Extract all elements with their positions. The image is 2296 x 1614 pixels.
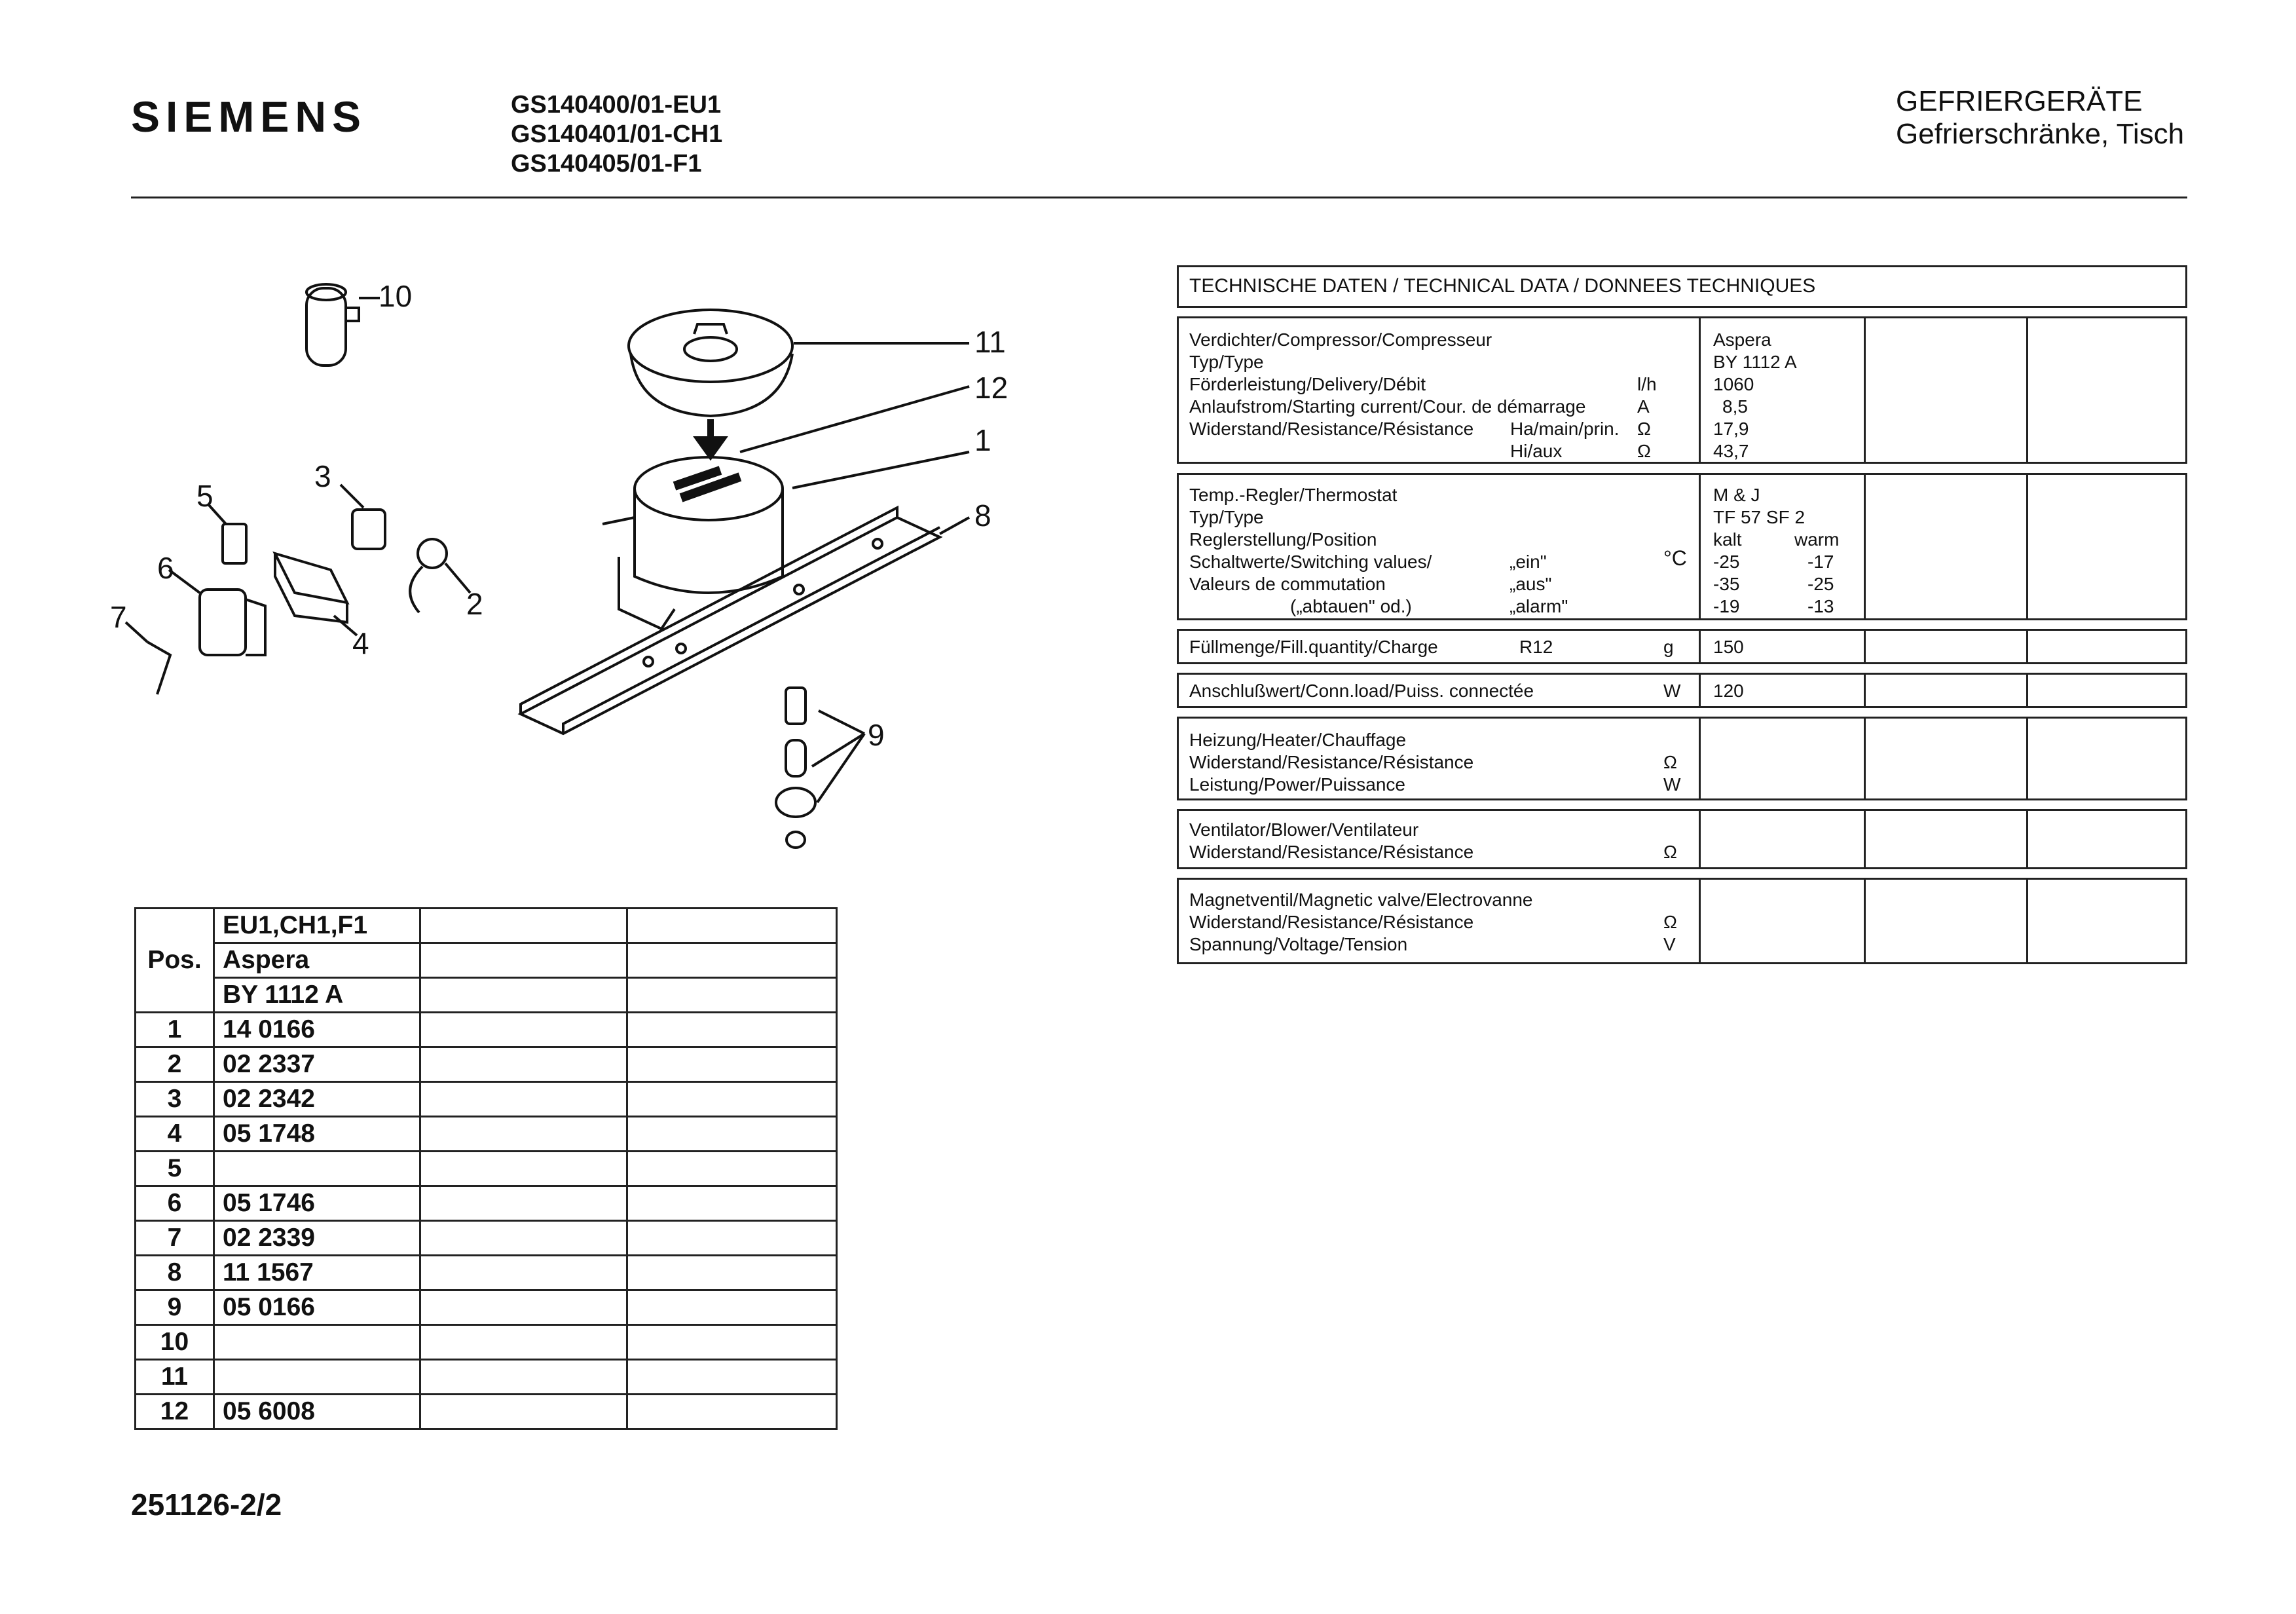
starting-current-value: 8,5 — [1722, 396, 1748, 417]
unit-ohm: Ω — [1663, 842, 1677, 862]
table-row — [136, 1186, 837, 1221]
table-cell — [420, 1117, 627, 1152]
unit-lh: l/h — [1637, 374, 1657, 394]
table-cell — [420, 909, 627, 943]
unit-g: g — [1663, 637, 1674, 657]
compressor-type: BY 1112 A — [1713, 352, 1797, 372]
brand-logo: SIEMENS — [131, 92, 367, 141]
resistance-label: Widerstand/Resistance/Résistance — [1189, 752, 1474, 772]
pos-cell: 2 — [136, 1047, 214, 1082]
position-label: Reglerstellung/Position — [1189, 529, 1377, 550]
table-row — [136, 1047, 837, 1082]
model-number: GS140400/01-EU1 — [511, 91, 722, 119]
table-cell — [627, 1082, 837, 1117]
value-column — [1699, 719, 1866, 798]
defrost-label: („abtauen" od.) — [1290, 596, 1412, 616]
terminal-block-part — [275, 554, 357, 635]
alarm-cold-value: -19 — [1713, 596, 1740, 616]
part-number-cell — [214, 1152, 420, 1186]
table-cell — [420, 1290, 627, 1325]
part-number-cell: 02 2339 — [214, 1221, 420, 1256]
on-label: „ein" — [1509, 552, 1547, 572]
callout-6: 6 — [157, 551, 174, 585]
callout-12: 12 — [974, 371, 1009, 405]
magnetic-valve-label: Magnetventil/Magnetic valve/Electrovanne — [1189, 890, 1533, 910]
unit-v: V — [1663, 934, 1676, 954]
table-cell — [420, 943, 627, 978]
part-number-cell: 05 6008 — [214, 1395, 420, 1429]
bracket-part — [126, 622, 170, 694]
table-cell — [420, 1221, 627, 1256]
table-cell — [420, 1360, 627, 1395]
magnetic-valve-block — [1177, 878, 2187, 964]
category-line: Gefrierschränke, Tisch — [1896, 118, 2185, 150]
fill-quantity-block — [1177, 629, 2187, 664]
table-cell — [627, 1013, 837, 1047]
off-label: „aus" — [1509, 574, 1552, 594]
document-number: 251126-2/2 — [131, 1488, 282, 1522]
empty-column — [1864, 475, 2028, 618]
part-number-cell: 05 0166 — [214, 1290, 420, 1325]
refrigerant-label: R12 — [1519, 637, 1553, 657]
part-number-cell: 02 2337 — [214, 1047, 420, 1082]
on-warm-value: -17 — [1807, 552, 1834, 572]
header-divider — [131, 197, 2187, 198]
pos-cell: 12 — [136, 1395, 214, 1429]
compressor-label: Verdichter/Compressor/Compresseur — [1189, 329, 1492, 350]
category-heading — [1896, 85, 2184, 151]
thermostat-make: M & J — [1713, 485, 1760, 505]
category-line: GEFRIERGERÄTE — [1896, 85, 2143, 117]
resistance-label: Widerstand/Resistance/Résistance — [1189, 912, 1474, 932]
on-cold-value: -25 — [1713, 552, 1740, 572]
table-row — [136, 943, 837, 978]
pos-cell: 3 — [136, 1082, 214, 1117]
main-resistance-value: 17,9 — [1713, 419, 1749, 439]
table-row — [136, 1290, 837, 1325]
model-list — [511, 90, 722, 179]
power-label: Leistung/Power/Puissance — [1189, 774, 1405, 795]
pos-header: Pos. — [136, 909, 214, 1013]
part-number-cell: 14 0166 — [214, 1013, 420, 1047]
part-number-cell: 05 1746 — [214, 1186, 420, 1221]
callout-11: 11 — [974, 325, 1006, 359]
compressor-block — [1177, 316, 2187, 464]
pos-cell: 6 — [136, 1186, 214, 1221]
empty-column — [1864, 811, 2028, 867]
thermostat-type: TF 57 SF 2 — [1713, 507, 1805, 527]
unit-w: W — [1663, 774, 1681, 795]
parts-table — [134, 907, 838, 1430]
position-warm: warm — [1794, 529, 1840, 550]
value-column — [1699, 811, 1866, 867]
technical-data-title: TECHNISCHE DATEN / TECHNICAL DATA / DONNEES TECHNIQUES — [1177, 265, 2187, 308]
blower-label: Ventilator/Blower/Ventilateur — [1189, 819, 1419, 840]
aux-resistance-value: 43,7 — [1713, 441, 1749, 461]
unit-ohm: Ω — [1663, 752, 1677, 772]
table-cell — [627, 1186, 837, 1221]
blower-block — [1177, 809, 2187, 869]
off-warm-value: -25 — [1807, 574, 1834, 594]
type-label: Typ/Type — [1189, 507, 1264, 527]
table-cell — [627, 1256, 837, 1290]
table-cell — [420, 1395, 627, 1429]
empty-column — [1864, 631, 2028, 662]
table-cell — [420, 1152, 627, 1186]
callout-7: 7 — [110, 600, 127, 634]
pos-cell: 10 — [136, 1325, 214, 1360]
unit-a: A — [1637, 396, 1650, 417]
commutation-label: Valeurs de commutation — [1189, 574, 1386, 594]
table-cell — [627, 943, 837, 978]
table-cell — [627, 1221, 837, 1256]
callout-5: 5 — [196, 479, 213, 513]
connected-load-label: Anschlußwert/Conn.load/Puiss. connectée — [1189, 681, 1534, 701]
alarm-label: „alarm" — [1509, 596, 1568, 616]
aux-winding-label: Hi/aux — [1510, 441, 1563, 461]
relay-part — [341, 485, 385, 549]
empty-column — [1864, 880, 2028, 962]
table-row — [136, 1325, 837, 1360]
table-row — [136, 1117, 837, 1152]
connected-load-value: 120 — [1713, 681, 1744, 701]
capacitor-part — [306, 284, 380, 366]
table-cell — [627, 1325, 837, 1360]
table-cell — [627, 1360, 837, 1395]
table-row — [136, 909, 837, 943]
part-number-cell — [214, 1360, 420, 1395]
variant-header: EU1,CH1,F1 — [214, 909, 420, 943]
pos-cell: 5 — [136, 1152, 214, 1186]
delivery-label: Förderleistung/Delivery/Débit — [1189, 374, 1426, 394]
pos-cell: 11 — [136, 1360, 214, 1395]
main-winding-label: Ha/main/prin. — [1510, 419, 1620, 439]
heater-label: Heizung/Heater/Chauffage — [1189, 730, 1407, 750]
table-row — [136, 1360, 837, 1395]
table-row — [136, 1152, 837, 1186]
table-cell — [420, 1256, 627, 1290]
callout-4: 4 — [352, 626, 369, 660]
model-number: GS140405/01-F1 — [511, 150, 702, 178]
position-cold: kalt — [1713, 529, 1742, 550]
exploded-parts-drawing — [98, 249, 1002, 878]
unit-celsius: °C — [1663, 546, 1687, 570]
pos-cell: 9 — [136, 1290, 214, 1325]
pos-cell: 7 — [136, 1221, 214, 1256]
connected-load-block — [1177, 673, 2187, 708]
table-cell — [627, 1047, 837, 1082]
delivery-value: 1060 — [1713, 374, 1754, 394]
callout-3: 3 — [314, 459, 331, 493]
starting-current-label: Anlaufstrom/Starting current/Cour. de démarrage — [1189, 396, 1586, 417]
overload-protector-part — [410, 539, 470, 612]
table-cell — [420, 1186, 627, 1221]
pos-cell: 8 — [136, 1256, 214, 1290]
compressor-make: Aspera — [1713, 329, 1771, 350]
unit-ohm: Ω — [1637, 441, 1651, 461]
starter-housing-part — [169, 570, 265, 655]
resistance-label: Widerstand/Resistance/Résistance — [1189, 842, 1474, 862]
pos-cell: 4 — [136, 1117, 214, 1152]
model-number: GS140401/01-CH1 — [511, 121, 723, 148]
table-row — [136, 1256, 837, 1290]
unit-ohm: Ω — [1663, 912, 1677, 932]
voltage-label: Spannung/Voltage/Tension — [1189, 934, 1408, 954]
fill-quantity-label: Füllmenge/Fill.quantity/Charge — [1189, 637, 1438, 657]
unit-ohm: Ω — [1637, 419, 1651, 439]
thermostat-label: Temp.-Regler/Thermostat — [1189, 485, 1398, 505]
table-cell — [420, 978, 627, 1013]
table-cell — [420, 1013, 627, 1047]
table-cell — [627, 1395, 837, 1429]
part-number-cell: 11 1567 — [214, 1256, 420, 1290]
table-cell — [420, 1047, 627, 1082]
switching-values-label: Schaltwerte/Switching values/ — [1189, 552, 1432, 572]
empty-column — [1864, 318, 2028, 462]
table-cell — [627, 978, 837, 1013]
fill-quantity-value: 150 — [1713, 637, 1744, 657]
alarm-warm-value: -13 — [1807, 596, 1834, 616]
type-header: BY 1112 A — [214, 978, 420, 1013]
table-cell — [627, 1117, 837, 1152]
table-cell — [420, 1325, 627, 1360]
fastener-set-part — [776, 688, 864, 848]
part-number-cell — [214, 1325, 420, 1360]
table-cell — [627, 909, 837, 943]
compressor-part — [602, 386, 969, 629]
part-number-cell: 02 2342 — [214, 1082, 420, 1117]
pos-cell: 1 — [136, 1013, 214, 1047]
unit-w: W — [1663, 681, 1681, 701]
callout-1: 1 — [974, 423, 991, 457]
value-column — [1699, 880, 1866, 962]
callout-9: 9 — [868, 718, 885, 752]
table-row — [136, 1221, 837, 1256]
arrow-head — [695, 438, 726, 459]
manufacturer-header: Aspera — [214, 943, 420, 978]
type-label: Typ/Type — [1189, 352, 1264, 372]
table-cell — [627, 1290, 837, 1325]
off-cold-value: -35 — [1713, 574, 1740, 594]
table-row — [136, 1013, 837, 1047]
table-cell — [627, 1152, 837, 1186]
table-row — [136, 1082, 837, 1117]
heater-block — [1177, 717, 2187, 800]
empty-column — [1864, 719, 2028, 798]
callout-2: 2 — [466, 587, 483, 621]
callout-10: 10 — [379, 279, 413, 313]
clip-part — [208, 504, 246, 563]
mounting-rail-part — [521, 508, 969, 734]
part-number-cell: 05 1748 — [214, 1117, 420, 1152]
table-row — [136, 1395, 837, 1429]
resistance-label: Widerstand/Resistance/Résistance — [1189, 419, 1474, 439]
callout-8: 8 — [974, 498, 991, 533]
thermostat-block — [1177, 473, 2187, 620]
table-row — [136, 978, 837, 1013]
table-cell — [420, 1082, 627, 1117]
empty-column — [1864, 675, 2028, 706]
